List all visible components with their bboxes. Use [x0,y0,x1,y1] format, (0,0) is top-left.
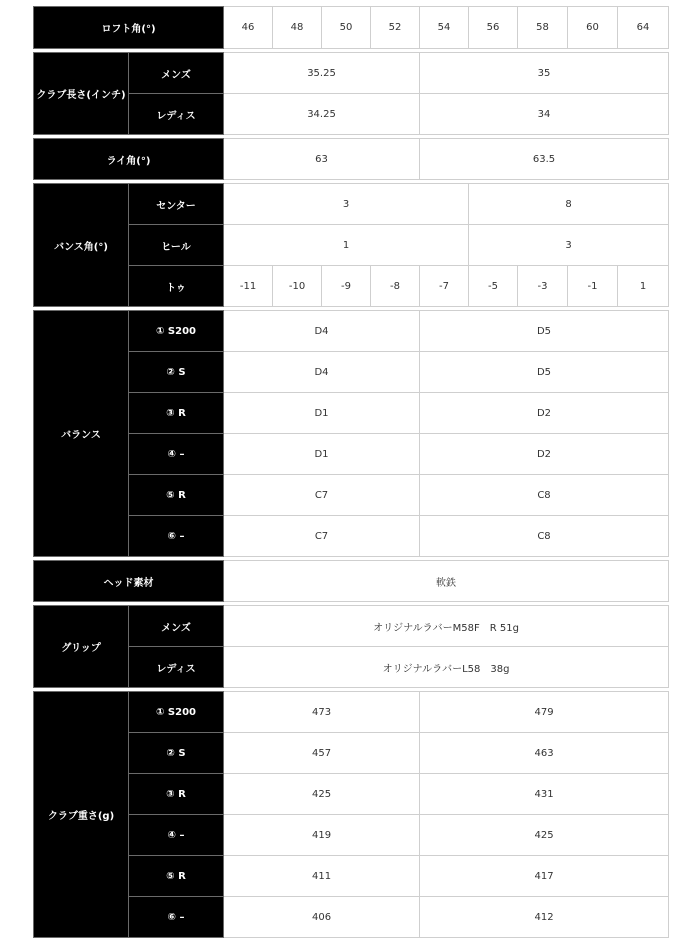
balance-value: D4 [224,311,420,352]
balance-label: バランス [34,311,129,557]
club-weight-value: 431 [420,774,669,815]
club-length-sub-label: レディス [129,94,224,135]
bounce-center-value: 3 [224,184,469,225]
club-weight-value: 457 [224,733,420,774]
grip-row [34,606,669,647]
lie-label: ライ角(°) [34,139,224,180]
bounce-heel-value: 1 [224,225,469,266]
loft-value: 58 [518,7,568,49]
bounce-label: バンス角(°) [34,184,129,307]
club-length-sub-label: メンズ [129,53,224,94]
club-length-value: 35 [420,53,669,94]
club-weight-value: 406 [224,897,420,938]
bounce-row [34,266,669,307]
club-weight-value: 411 [224,856,420,897]
balance-value: C8 [420,516,669,557]
bounce-toe-value: -7 [420,266,469,307]
club-weight-shaft-label: ① S200 [129,692,224,733]
bounce-row [34,225,669,266]
lie-row [34,139,669,180]
balance-value: D2 [420,393,669,434]
grip-label: グリップ [34,606,129,688]
balance-shaft-label: ④ – [129,434,224,475]
club-weight-row [34,692,669,733]
club-weight-shaft-label: ④ – [129,815,224,856]
bounce-center-value: 8 [469,184,669,225]
bounce-toe-value: -10 [273,266,322,307]
balance-row [34,352,669,393]
head-material-row [34,561,669,602]
bounce-toe-value: -1 [568,266,618,307]
club-length-row [34,53,669,94]
club-weight-shaft-label: ② S [129,733,224,774]
balance-row [34,516,669,557]
club-weight-value: 425 [224,774,420,815]
grip-value: オリジナルラバーM58F R 51g [224,606,669,647]
bounce-toe-value: -8 [371,266,420,307]
club-weight-value: 417 [420,856,669,897]
balance-shaft-label: ① S200 [129,311,224,352]
loft-value: 46 [224,7,273,49]
loft-value: 60 [568,7,618,49]
head-material-label: ヘッド素材 [34,561,224,602]
balance-value: D1 [224,434,420,475]
balance-value: D1 [224,393,420,434]
balance-shaft-label: ③ R [129,393,224,434]
lie-value: 63.5 [420,139,669,180]
balance-shaft-label: ② S [129,352,224,393]
club-weight-value: 463 [420,733,669,774]
loft-value: 54 [420,7,469,49]
lie-value: 63 [224,139,420,180]
balance-value: C7 [224,475,420,516]
balance-value: C7 [224,516,420,557]
loft-value: 50 [322,7,371,49]
bounce-toe-value: -3 [518,266,568,307]
club-length-value: 34 [420,94,669,135]
loft-row [34,7,669,49]
club-weight-value: 479 [420,692,669,733]
club-weight-row [34,774,669,815]
balance-row [34,475,669,516]
grip-sub-label: レディス [129,647,224,688]
balance-row [34,434,669,475]
grip-sub-label: メンズ [129,606,224,647]
bounce-toe-value: -11 [224,266,273,307]
club-weight-shaft-label: ⑥ – [129,897,224,938]
loft-value: 52 [371,7,420,49]
club-length-label: クラブ長さ(インチ) [34,53,129,135]
balance-shaft-label: ⑤ R [129,475,224,516]
club-weight-row [34,897,669,938]
bounce-toe-value: 1 [618,266,669,307]
club-weight-value: 425 [420,815,669,856]
club-weight-shaft-label: ⑤ R [129,856,224,897]
grip-value: オリジナルラバーL58 38g [224,647,669,688]
grip-row [34,647,669,688]
bounce-heel-label: ヒール [129,225,224,266]
loft-value: 48 [273,7,322,49]
balance-row [34,311,669,352]
bounce-row [34,184,669,225]
loft-value: 56 [469,7,518,49]
balance-row [34,393,669,434]
club-length-row [34,94,669,135]
club-weight-row [34,856,669,897]
club-weight-value: 412 [420,897,669,938]
club-weight-value: 419 [224,815,420,856]
bounce-toe-value: -9 [322,266,371,307]
bounce-toe-value: -5 [469,266,518,307]
club-length-value: 34.25 [224,94,420,135]
balance-value: D2 [420,434,669,475]
balance-value: D5 [420,352,669,393]
loft-label: ロフト角(°) [34,7,224,49]
club-weight-label: クラブ重さ(g) [34,692,129,938]
club-weight-value: 473 [224,692,420,733]
club-weight-row [34,815,669,856]
balance-shaft-label: ⑥ – [129,516,224,557]
loft-value: 64 [618,7,669,49]
club-weight-row [34,733,669,774]
balance-value: D4 [224,352,420,393]
bounce-heel-value: 3 [469,225,669,266]
club-length-value: 35.25 [224,53,420,94]
head-material-value: 軟鉄 [224,561,669,602]
balance-value: D5 [420,311,669,352]
club-weight-shaft-label: ③ R [129,774,224,815]
bounce-center-label: センター [129,184,224,225]
balance-value: C8 [420,475,669,516]
spec-table [33,6,669,938]
bounce-toe-label: トゥ [129,266,224,307]
